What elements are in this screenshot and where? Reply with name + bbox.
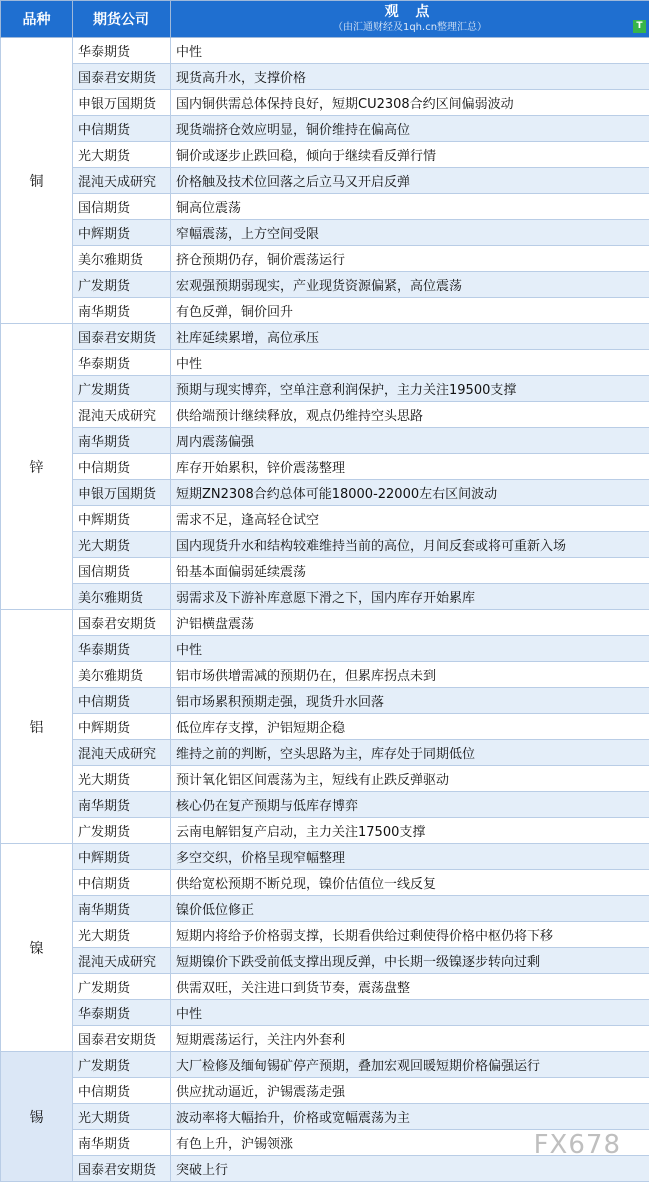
view-cell: 铝市场供增需减的预期仍在，但累库拐点未到 [171,662,649,688]
header-row [1,1,649,38]
table-row [1,272,649,298]
header-view-title: 观 点 [384,4,436,20]
table-row [1,636,649,662]
company-cell: 中辉期货 [73,220,171,246]
view-cell: 核心仍在复产预期与低库存博弈 [171,792,649,818]
company-cell: 中信期货 [73,870,171,896]
company-cell: 中辉期货 [73,844,171,870]
company-cell: 美尔雅期货 [73,584,171,610]
company-cell: 国信期货 [73,194,171,220]
company-cell: 光大期货 [73,1104,171,1130]
company-cell: 申银万国期货 [73,90,171,116]
table-row [1,142,649,168]
company-cell: 国泰君安期货 [73,64,171,90]
view-cell: 短期镍价下跌受前低支撑出现反弹，中长期一级镍逐步转向过剩 [171,948,649,974]
view-cell: 供需双旺，关注进口到货节奏，震荡盘整 [171,974,649,1000]
table-row [1,532,649,558]
company-cell: 华泰期货 [73,1000,171,1026]
view-cell: 现货端挤仓效应明显，铜价维持在偏高位 [171,116,649,142]
company-cell: 光大期货 [73,922,171,948]
view-cell: 周内震荡偏强 [171,428,649,454]
view-cell: 中性 [171,1000,649,1026]
view-cell: 沪铝横盘震荡 [171,610,649,636]
view-cell: 供给宽松预期不断兑现，镍价估值位一线反复 [171,870,649,896]
view-cell: 库存开始累积，锌价震荡整理 [171,454,649,480]
header-view [171,1,649,38]
view-cell: 社库延续累增，高位承压 [171,324,649,350]
company-cell: 华泰期货 [73,38,171,64]
view-cell: 短期震荡运行，关注内外套利 [171,1026,649,1052]
table-row [1,402,649,428]
view-cell: 现货高升水，支撑价格 [171,64,649,90]
company-cell: 国泰君安期货 [73,324,171,350]
view-cell: 宏观强预期弱现实，产业现货资源偏紧，高位震荡 [171,272,649,298]
table-row [1,376,649,402]
company-cell: 混沌天成研究 [73,740,171,766]
view-cell: 维持之前的判断，空头思路为主，库存处于同期低位 [171,740,649,766]
view-cell: 中性 [171,38,649,64]
view-cell: 供给端预计继续释放，观点仍维持空头思路 [171,402,649,428]
view-cell: 国内铜供需总体保持良好，短期CU2308合约区间偏弱波动 [171,90,649,116]
view-cell: 挤仓预期仍存，铜价震荡运行 [171,246,649,272]
company-cell: 申银万国期货 [73,480,171,506]
company-cell: 美尔雅期货 [73,662,171,688]
table-row [1,116,649,142]
table-row [1,844,649,870]
company-cell: 混沌天成研究 [73,948,171,974]
category-cell: 铜 [1,38,73,324]
view-cell: 国内现货升水和结构较难维持当前的高位，月间反套或将可重新入场 [171,532,649,558]
view-cell: 窄幅震荡，上方空间受限 [171,220,649,246]
company-cell: 广发期货 [73,1052,171,1078]
table-row [1,454,649,480]
table-row [1,324,649,350]
view-cell: 多空交织，价格呈现窄幅整理 [171,844,649,870]
table-row [1,220,649,246]
table-row [1,1000,649,1026]
table-row [1,1026,649,1052]
company-cell: 南华期货 [73,896,171,922]
table-row [1,714,649,740]
category-cell: 铝 [1,610,73,844]
company-cell: 广发期货 [73,272,171,298]
table-row [1,480,649,506]
company-cell: 混沌天成研究 [73,168,171,194]
view-cell: 价格触及技术位回落之后立马又开启反弹 [171,168,649,194]
table-row [1,974,649,1000]
table-row [1,766,649,792]
company-cell: 中信期货 [73,688,171,714]
table-row [1,870,649,896]
table-row [1,1078,649,1104]
view-cell: 云南电解铝复产启动，主力关注17500支撑 [171,818,649,844]
company-cell: 南华期货 [73,428,171,454]
table-row [1,246,649,272]
company-cell: 国泰君安期货 [73,1026,171,1052]
view-cell: 中性 [171,350,649,376]
table-row [1,948,649,974]
table-row [1,896,649,922]
header-view-subtitle: （由汇通财经及1qh.cn整理汇总） [332,22,488,33]
company-cell: 南华期货 [73,792,171,818]
view-cell: 短期ZN2308合约总体可能18000-22000左右区间波动 [171,480,649,506]
category-cell: 镍 [1,844,73,1052]
view-cell: 预计氧化铝区间震荡为主，短线有止跌反弹驱动 [171,766,649,792]
company-cell: 中信期货 [73,454,171,480]
view-cell: 铝市场累积预期走强，现货升水回落 [171,688,649,714]
company-cell: 华泰期货 [73,350,171,376]
company-cell: 广发期货 [73,818,171,844]
table-row [1,662,649,688]
view-cell: 弱需求及下游补库意愿下滑之下，国内库存开始累库 [171,584,649,610]
view-cell: 大厂检修及缅甸锡矿停产预期，叠加宏观回暖短期价格偏强运行 [171,1052,649,1078]
table-row [1,688,649,714]
company-cell: 中信期货 [73,1078,171,1104]
view-cell: 铜价或逐步止跌回稳，倾向于继续看反弹行情 [171,142,649,168]
category-cell: 锌 [1,324,73,610]
company-cell: 光大期货 [73,142,171,168]
company-cell: 中信期货 [73,116,171,142]
view-cell: 供应扰动逼近，沪锡震荡走强 [171,1078,649,1104]
company-cell: 国信期货 [73,558,171,584]
company-cell: 混沌天成研究 [73,402,171,428]
corner-badge-icon: T [633,20,646,33]
table-row [1,64,649,90]
table-row [1,818,649,844]
header-brand: 品种 [1,1,73,38]
table-row [1,610,649,636]
table-row [1,350,649,376]
view-cell: 预期与现实博弈，空单注意利润保护，主力关注19500支撑 [171,376,649,402]
table-row [1,194,649,220]
view-cell: 有色上升，沪锡领涨 [171,1130,649,1156]
company-cell: 中辉期货 [73,506,171,532]
table-row [1,90,649,116]
table-row [1,584,649,610]
view-cell: 需求不足，逢高轻仓试空 [171,506,649,532]
view-cell: 突破上行 [171,1156,649,1182]
view-cell: 铅基本面偏弱延续震荡 [171,558,649,584]
table-row [1,168,649,194]
view-cell: 中性 [171,636,649,662]
category-cell: 锡 [1,1052,73,1182]
table-row [1,792,649,818]
company-cell: 中辉期货 [73,714,171,740]
company-cell: 光大期货 [73,532,171,558]
view-cell: 波动率将大幅抬升，价格或宽幅震荡为主 [171,1104,649,1130]
view-cell: 低位库存支撑，沪铝短期企稳 [171,714,649,740]
company-cell: 南华期货 [73,1130,171,1156]
view-cell: 有色反弹，铜价回升 [171,298,649,324]
company-cell: 美尔雅期货 [73,246,171,272]
header-company: 期货公司 [73,1,171,38]
company-cell: 国泰君安期货 [73,610,171,636]
table-row [1,1052,649,1078]
table-row [1,740,649,766]
company-cell: 国泰君安期货 [73,1156,171,1182]
table-row [1,428,649,454]
table-row [1,38,649,64]
view-cell: 短期内将给予价格弱支撑，长期看供给过剩使得价格中枢仍将下移 [171,922,649,948]
table-row [1,922,649,948]
table-row [1,1104,649,1130]
view-cell: 镍价低位修正 [171,896,649,922]
company-cell: 光大期货 [73,766,171,792]
company-cell: 广发期货 [73,376,171,402]
watermark-logo: FX678 [533,1130,621,1160]
table-row [1,298,649,324]
company-cell: 华泰期货 [73,636,171,662]
table-row [1,506,649,532]
company-cell: 广发期货 [73,974,171,1000]
company-cell: 南华期货 [73,298,171,324]
view-cell: 铜高位震荡 [171,194,649,220]
table-body [1,38,649,1182]
table-row [1,558,649,584]
